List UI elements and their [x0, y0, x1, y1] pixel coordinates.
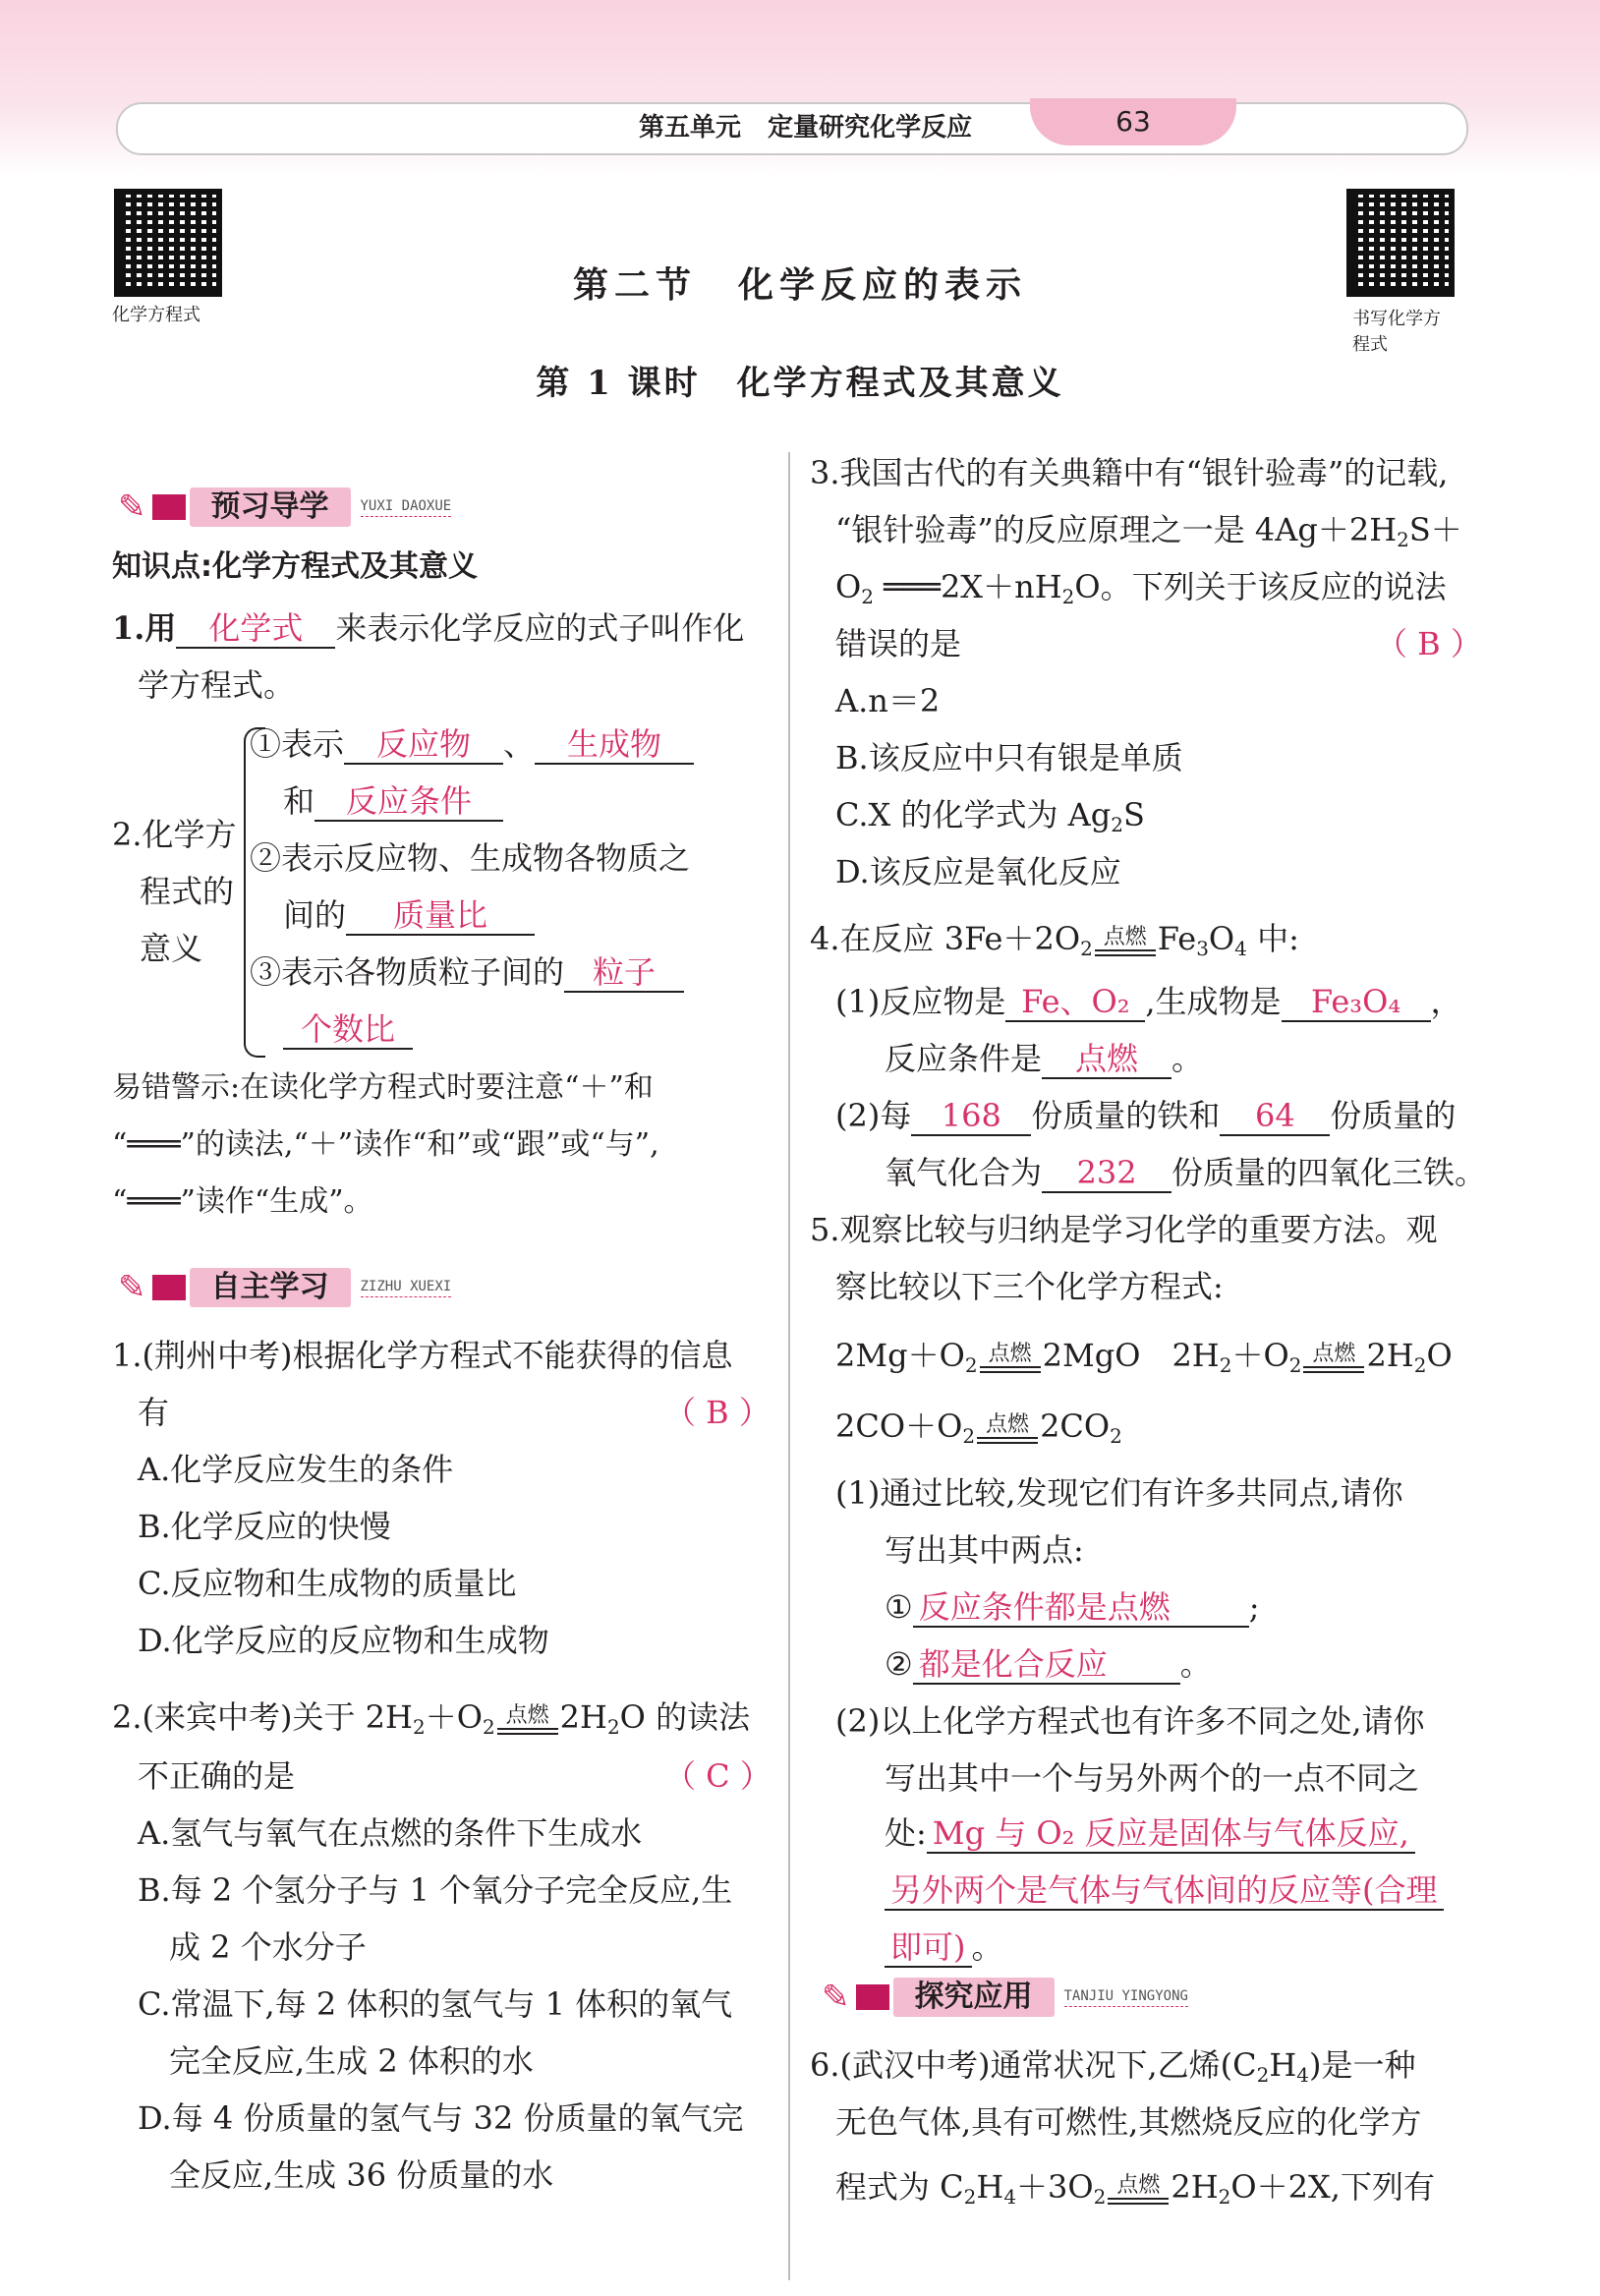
preview-q2-between: 间的 — [283, 896, 347, 934]
q3-option-a: A.n＝2 — [835, 682, 941, 719]
self-q1-line2: 有 — [138, 1394, 170, 1431]
condition-text: 点燃 — [988, 1341, 1032, 1366]
q4-line1: 4.在反应 $3Fe+2O_2$ 点燃 $Fe_3O_4$ 中: — [810, 920, 1299, 960]
section-title: 第二节 化学反应的表示 — [572, 264, 1027, 306]
self-q1-line1: 1.(荆州中考)根据化学方程式不能获得的信息 — [112, 1337, 733, 1374]
self-study-heading-label: 自主学习 — [190, 1268, 351, 1307]
warning-line1: 易错警示:在读化学方程式时要注意“＋”和 — [112, 1070, 654, 1105]
q6-line1-text: 6.(武汉中考)通常状况下,乙烯(C — [810, 2046, 1257, 2084]
preview-q2-label-1: 2.化学方 — [112, 816, 237, 853]
preview-q2-label-3: 意义 — [140, 930, 203, 967]
self-study-heading-en: ZIZHU XUEXI — [361, 1279, 452, 1297]
q4-part2-b: 份质量的铁和 — [1031, 1097, 1221, 1134]
q4-answer-reactants: Fe、O₂ — [1005, 984, 1145, 1022]
self-q2-pre: 2.(来宾中考)关于 2H — [112, 1698, 413, 1736]
preview-q2-sep: 、 — [503, 725, 536, 763]
q6-line3: 程式为 $C_2H_4+3O_2$ 点燃 $2H_2O+2X$,下列有 — [835, 2168, 1435, 2209]
self-q1-option-a: A.化学反应发生的条件 — [138, 1451, 454, 1488]
q5-circle-2: ② — [885, 1645, 913, 1683]
q4-part1-e: 。 — [1171, 1040, 1204, 1077]
q6-line1-tail: )是一种 — [1309, 2046, 1416, 2084]
q5-part2-line3 — [885, 1805, 1415, 1862]
q3-equation: ═══2X＋nH — [884, 568, 1062, 605]
page-number: 63 — [1115, 105, 1151, 138]
q5-circle-1: ① — [885, 1588, 913, 1626]
warning-line2: “═══”的读法,“＋”读作“和”或“跟”或“与”, — [112, 1127, 659, 1162]
self-q2-line2: 不正确的是 — [138, 1757, 296, 1795]
heading-tag — [152, 1275, 186, 1300]
q3-option-c: C.X 的化学式为 $Ag_2S$ — [835, 796, 1145, 836]
header-unit-title: 定量研究化学反应 — [768, 113, 973, 143]
q4-answer-64: 64 — [1220, 1098, 1330, 1136]
q4-pre: 4.在反应 3Fe＋2O — [810, 920, 1081, 957]
self-study-heading — [118, 1266, 451, 1309]
pen-icon: ✎ — [118, 1268, 146, 1307]
q5-part2-chu: 处: — [885, 1814, 927, 1852]
q4-part1-b: ,生成物是 — [1145, 983, 1282, 1020]
q3-option-b: B.该反应中只有银是单质 — [835, 739, 1183, 776]
q3-line1: 3.我国古代的有关典籍中有“银针验毒”的记载, — [810, 454, 1449, 491]
preview-q2-item2: ②表示反应物、生成物各物质之 — [250, 839, 691, 877]
qr-right-label-line2: 程式 — [1352, 334, 1388, 355]
qr-right-label-line1: 书写化学方 — [1352, 309, 1441, 329]
self-q2-option-b1: B.每 2 个氢分子与 1 个氧分子完全反应,生 — [138, 1871, 733, 1909]
self-q1-answer: （ B ） — [664, 1394, 771, 1431]
q4-part2-e: 份质量的四氧化三铁。 — [1171, 1154, 1487, 1191]
q5-common-2 — [885, 1636, 1212, 1693]
pen-icon: ✎ — [118, 488, 146, 527]
preview-q2-and: 和 — [283, 782, 315, 820]
preview-q1-post: 来表示化学反应的式子叫作化 — [335, 609, 745, 647]
q4-answer-condition: 点燃 — [1042, 1041, 1171, 1079]
q5-part1: (1)通过比较,发现它们有许多共同点,请你 — [835, 1474, 1403, 1512]
q4-part2-line2 — [885, 1144, 1486, 1201]
explore-heading-en: TANJIU YINGYONG — [1064, 1988, 1188, 2007]
q5-equations-1: $2Mg+O_2$ 点燃 2MgO $2H_2+O_2$ 点燃 $2H_2O$ — [835, 1337, 1453, 1377]
preview-q2-item2b — [283, 887, 535, 944]
preview-q1-pre: 1.用 — [112, 609, 177, 647]
q5-answer-diff-3: 即可) — [885, 1929, 972, 1968]
q5-answer-diff-1: Mg 与 O₂ 反应是固体与气体反应, — [927, 1815, 1415, 1854]
q5-part1-line2: 写出其中两点: — [885, 1531, 1084, 1569]
preview-q2-item3-text: ③表示各物质粒子间的 — [250, 953, 565, 991]
preview-heading — [118, 486, 451, 529]
q3-line2: “银针验毒”的反应原理之一是 $4Ag+2H_2S+$ — [835, 511, 1462, 551]
column-divider — [788, 452, 790, 2280]
q4-post: 中: — [1257, 920, 1299, 957]
self-q2-option-d2: 全反应,生成 36 份质量的水 — [169, 2156, 554, 2194]
preview-q2-label — [112, 806, 237, 977]
self-q2-option-b2: 成 2 个水分子 — [169, 1928, 367, 1966]
q6-line3-c: 2H — [1171, 2168, 1219, 2206]
header-unit — [639, 108, 972, 147]
q4-part1-a: (1)反应物是 — [835, 983, 1006, 1020]
q5-common-1 — [885, 1578, 1259, 1636]
q5-part2: (2)以上化学方程式也有许多不同之处,请你 — [835, 1702, 1425, 1740]
self-q2-option-a: A.氢气与氧气在点燃的条件下生成水 — [138, 1814, 643, 1852]
q6-line2: 无色气体,具有可燃性,其燃烧反应的化学方 — [835, 2103, 1422, 2141]
preview-q2-item1b — [283, 773, 503, 830]
condition-text: 点燃 — [1103, 924, 1147, 949]
preview-q1-answer: 化学式 — [176, 610, 335, 649]
preview-q2-answer4: 质量比 — [346, 897, 535, 936]
heading-tag — [856, 1984, 889, 2010]
self-q2-answer: （ C ） — [664, 1757, 771, 1795]
q3-line3-tail: O。下列关于该反应的说法 — [1074, 568, 1447, 605]
heading-tag — [152, 494, 186, 520]
q5-common2-end: 。 — [1179, 1645, 1212, 1683]
header-unit-number: 第五单元 — [639, 113, 742, 143]
q5-line1: 5.观察比较与归纳是学习化学的重要方法。观 — [810, 1211, 1438, 1248]
preview-heading-label: 预习导学 — [190, 488, 351, 527]
preview-heading-en: YUXI DAOXUE — [361, 498, 452, 517]
q4-part2-a: (2)每 — [835, 1097, 912, 1134]
preview-q2-item1 — [250, 716, 694, 773]
q5-end: 。 — [971, 1928, 1003, 1966]
knowledge-point: 知识点:化学方程式及其意义 — [112, 549, 478, 584]
self-q2-option-c2: 完全反应,生成 2 体积的水 — [169, 2042, 534, 2080]
q6-line3-d: O＋2X,下列有 — [1230, 2168, 1435, 2206]
q6-line3-a: 程式为 C — [835, 2168, 964, 2206]
preview-q2-item3b — [283, 1001, 413, 1058]
preview-q2-item1-text: ①表示 — [250, 725, 345, 763]
preview-q2-label-2: 程式的 — [140, 873, 235, 910]
preview-q2-answer2: 生成物 — [535, 726, 694, 765]
qr-right-label — [1352, 307, 1441, 358]
q5-common1-end: ; — [1248, 1588, 1260, 1626]
explore-heading-label: 探究应用 — [893, 1978, 1055, 2017]
q4-part1-line2 — [885, 1030, 1203, 1087]
preview-q2-answer1: 反应物 — [344, 726, 503, 765]
q5-answer-common2: 都是化合反应 — [913, 1646, 1180, 1685]
self-q2-line1: 2.(来宾中考)关于 $2H_2+O_2$ 点燃 $2H_2O$ 的读法 — [112, 1698, 751, 1739]
preview-q2-answer5b: 个数比 — [283, 1011, 413, 1050]
q5-part2-line4 — [885, 1862, 1444, 1919]
self-q2-option-c1: C.常温下,每 2 体积的氢气与 1 体积的氧气 — [138, 1985, 733, 2023]
preview-q2-answer5: 粒子 — [564, 954, 684, 993]
preview-q1-line2: 学方程式。 — [138, 666, 296, 704]
q3-option-d: D.该反应是氧化反应 — [835, 853, 1121, 890]
q4-answer-product: Fe₃O₄ — [1282, 984, 1431, 1022]
q4-part1-d: 反应条件是 — [885, 1040, 1043, 1077]
qr-left-label: 化学方程式 — [112, 305, 200, 325]
q4-part2-c: 份质量的 — [1330, 1097, 1457, 1134]
q5-part2-line2: 写出其中一个与另外两个的一点不同之 — [885, 1759, 1420, 1797]
self-q2-option-d1: D.每 4 份质量的氢气与 32 份质量的氧气完 — [138, 2099, 744, 2137]
preview-q2-item3 — [250, 944, 684, 1001]
q4-answer-168: 168 — [911, 1098, 1031, 1136]
q5-line2: 察比较以下三个化学方程式: — [835, 1268, 1224, 1305]
condition-text: 点燃 — [1116, 2172, 1161, 2198]
q4-part1 — [835, 973, 1462, 1030]
preview-q1 — [112, 600, 744, 657]
q5-answer-diff-2: 另外两个是气体与气体间的反应等(合理 — [885, 1872, 1444, 1911]
lesson-title: 第 1 课时 化学方程式及其意义 — [536, 364, 1064, 403]
q5-equations-2: $2CO+O_2$ 点燃 $2CO_2$ — [835, 1407, 1122, 1448]
q3-line2-text: “银针验毒”的反应原理之一是 4Ag＋2H — [835, 511, 1398, 548]
pen-icon: ✎ — [822, 1978, 850, 2017]
q6-line3-b: ＋3O — [1016, 2168, 1094, 2206]
q4-part1-c: ， — [1430, 983, 1462, 1020]
q3-option-c-text: C.X 的化学式为 Ag — [835, 796, 1112, 833]
condition-text: 点燃 — [986, 1411, 1030, 1437]
q4-part2 — [835, 1087, 1456, 1144]
explore-heading — [822, 1976, 1188, 2019]
preview-q2-answer3: 反应条件 — [314, 783, 503, 822]
q4-part2-d: 氧气化合为 — [885, 1154, 1043, 1191]
condition-text: 点燃 — [1312, 1341, 1356, 1366]
q6-line1: 6.(武汉中考)通常状况下,乙烯$(C_2H_4)$是一种 — [810, 2046, 1416, 2087]
self-q1-option-c: C.反应物和生成物的质量比 — [138, 1565, 517, 1602]
warning-line3: “═══”读作“生成”。 — [112, 1184, 373, 1219]
q3-answer: （ B ） — [1376, 625, 1482, 662]
q5-answer-common1: 反应条件都是点燃 — [913, 1589, 1249, 1628]
q3-line4: 错误的是 — [835, 625, 962, 662]
q4-answer-232: 232 — [1042, 1155, 1171, 1193]
self-q1-option-b: B.化学反应的快慢 — [138, 1508, 391, 1545]
self-q1-option-d: D.化学反应的反应物和生成物 — [138, 1622, 549, 1659]
bracket — [244, 727, 265, 1058]
condition-text: 点燃 — [505, 1702, 549, 1728]
self-q2-post: 的读法 — [656, 1698, 751, 1736]
q5-part2-line5 — [885, 1919, 1003, 1976]
q3-line3: $O_2$ $═══2X+nH_2O$。下列关于该反应的说法 — [835, 568, 1447, 608]
